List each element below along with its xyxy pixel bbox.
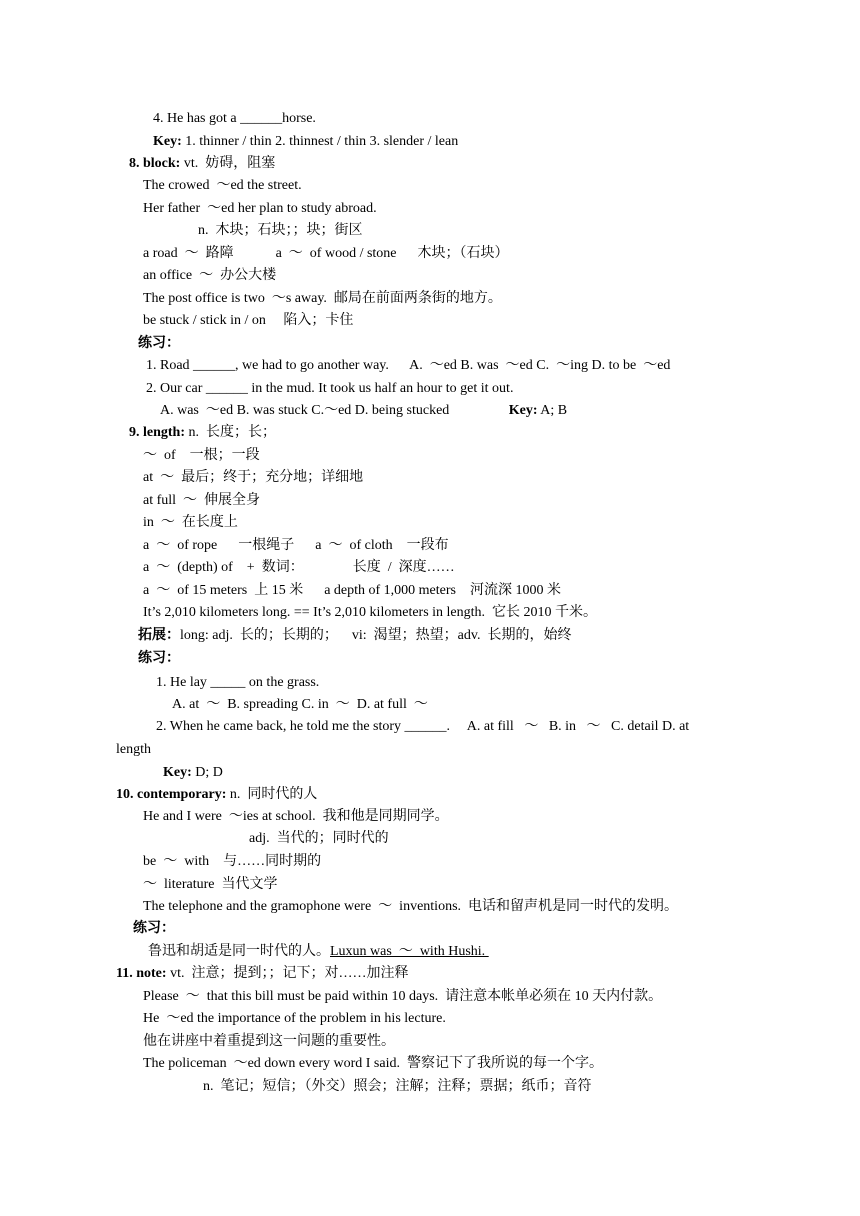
example-line: He and I were ～ies at school. 我和他是同期同学。: [143, 809, 449, 824]
exercise-line: 鲁迅和胡适是同一时代的人。Luxun was ～ with Hushi.: [148, 944, 489, 959]
example-line: The crowed ～ed the street.: [143, 178, 302, 193]
example-line: It’s 2,010 kilometers long. == It’s 2,010 kilometers in length. 它长 2010 千米。: [143, 605, 598, 620]
extension-line: 拓展：long: adj. 长的；长期的； vi: 渴望；热望；adv. 长期的，始终: [138, 628, 572, 643]
phrase-line: be stuck / stick in / on 陷入；卡住: [143, 313, 354, 328]
headword: 11. note:: [116, 966, 167, 981]
exercise-heading: 练习：: [133, 921, 175, 936]
example-line: He ～ed the importance of the problem in his lecture.: [143, 1011, 446, 1026]
phrase-line: a ～ (depth) of + 数词： 长度 / 深度……: [143, 560, 455, 575]
extension-label: 拓展：: [138, 628, 180, 643]
phrase-line: ～ literature 当代文学: [143, 877, 278, 892]
phrase-line: in ～ 在长度上: [143, 515, 238, 530]
exercise-line: 1. He lay _____ on the grass.: [156, 675, 320, 690]
exercise-line: 2. When he came back, he told me the story ______. A. at fill ～ B. in ～ C. detail D. at: [156, 719, 690, 734]
phrase-line: a ～ of rope 一根绳子 a ～ of cloth 一段布: [143, 538, 449, 553]
phrase-line: a ～ of 15 meters 上 15 米 a depth of 1,000 meters 河流深 1000 米: [143, 583, 561, 598]
entry-heading-length: 9. length: n. 长度；长；: [129, 425, 276, 440]
headword: 9. length:: [129, 425, 185, 440]
phrase-line: a road ～ 路障 a ～ of wood / stone 木块；（石块）: [143, 246, 509, 261]
example-line: Her father ～ed her plan to study abroad.: [143, 201, 377, 216]
exercise-heading: 练习：: [138, 336, 180, 351]
key-label: Key:: [153, 134, 182, 149]
phrase-line: be ～ with 与……同时期的: [143, 854, 322, 869]
exercise-heading: 练习：: [138, 651, 180, 666]
phrase-line: at full ～ 伸展全身: [143, 493, 261, 508]
definition-line: n. 木块；石块；；块；街区: [198, 223, 363, 238]
exercise-line-wrap: length: [116, 742, 151, 757]
headword: 8. block:: [129, 156, 181, 171]
definition-line: n. 笔记；短信；（外交）照会；注解；注释；票据；纸币；音符: [203, 1079, 592, 1094]
example-line: Please ～ that this bill must be paid within 10 days. 请注意本帐单必须在 10 天内付款。: [143, 989, 663, 1004]
phrase-line: ～ of 一根；一段: [143, 448, 260, 463]
headword: 10. contemporary:: [116, 787, 227, 802]
translation-line: 他在讲座中着重提到这一问题的重要性。: [143, 1034, 395, 1049]
exercise-line: 2. Our car ______ in the mud. It took us half an hour to get it out.: [146, 381, 514, 396]
key-label: Key:: [508, 403, 538, 418]
exercise-line: 1. Road ______, we had to go another way. A. ～ed B. was ～ed C. ～ing D. to be ～ed: [146, 358, 671, 373]
answer-key-line: Key: D; D: [163, 765, 223, 780]
exercise-line: 4. He has got a ______horse.: [153, 111, 316, 126]
entry-heading-note: 11. note: vt. 注意；提到；；记下；对……加注释: [116, 966, 409, 981]
entry-heading-contemporary: 10. contemporary: n. 同时代的人: [116, 787, 318, 802]
entry-heading-block: 8. block: vt. 妨碍，阻塞: [129, 156, 276, 171]
example-line: The post office is two ～s away. 邮局在前面两条街的地方。: [143, 291, 502, 306]
answer-underlined: Luxun was ～ with Hushi.: [330, 944, 489, 959]
answer-key-line: Key: 1. thinner / thin 2. thinnest / thin 3. slender / lean: [153, 134, 459, 149]
phrase-line: at ～ 最后；终于；充分地；详细地: [143, 470, 364, 485]
key-label: Key:: [163, 765, 192, 780]
phrase-line: an office ～ 办公大楼: [143, 268, 277, 283]
example-line: The telephone and the gramophone were ～ inventions. 电话和留声机是同一时代的发明。: [143, 899, 679, 914]
exercise-options-line: A. was ～ed B. was stuck C.～ed D. being stucked Key: A; B: [160, 403, 568, 418]
exercise-options-line: A. at ～ B. spreading C. in ～ D. at full ～: [172, 697, 428, 712]
example-line: The policeman ～ed down every word I said. 警察记下了我所说的每一个字。: [143, 1056, 603, 1071]
definition-line: adj. 当代的；同时代的: [249, 831, 389, 846]
